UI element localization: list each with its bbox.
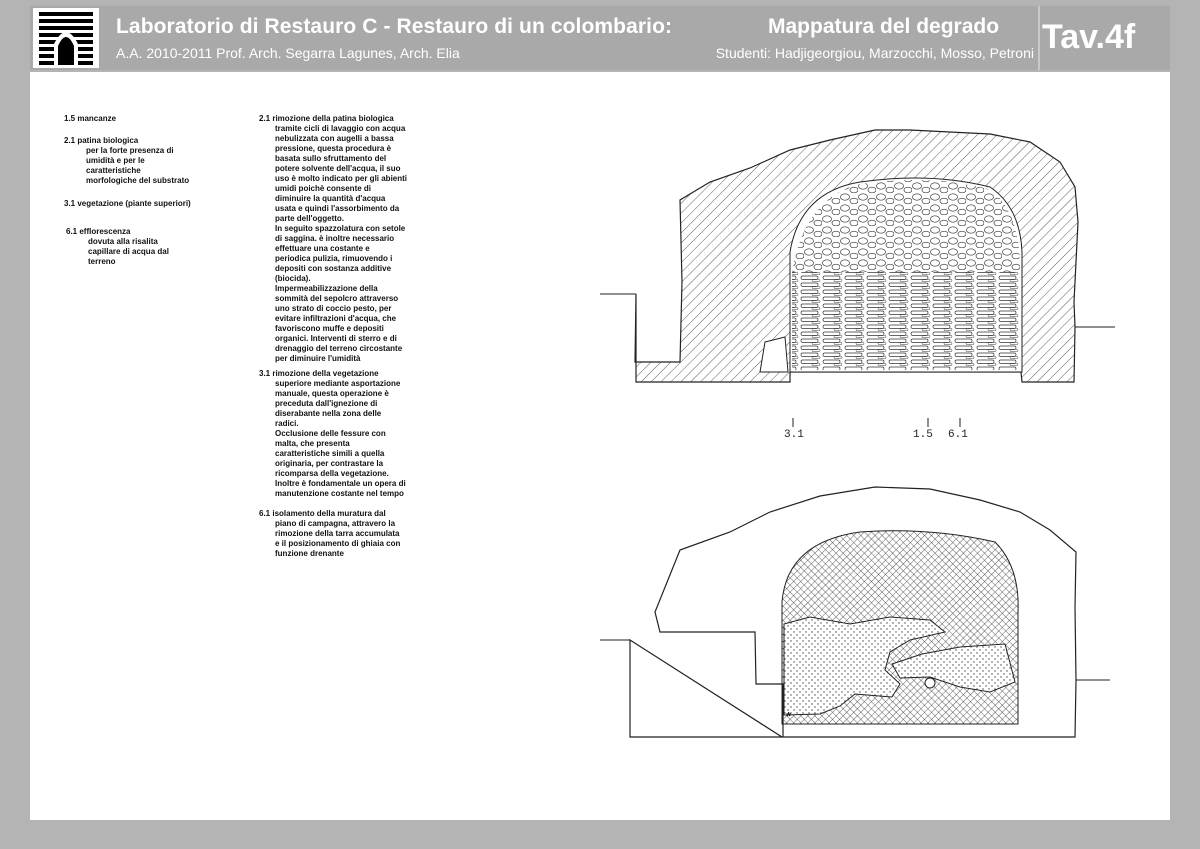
legend-line: caratteristiche bbox=[86, 166, 141, 175]
legend-line: umidità e per le bbox=[86, 156, 145, 165]
elevation-bottom bbox=[600, 487, 1110, 737]
intervento-line: effettuare una costante e bbox=[275, 244, 370, 253]
intervento-line: manuale, questa operazione è bbox=[275, 389, 389, 398]
legend-code: 3.1 vegetazione (piante superiori) bbox=[64, 199, 191, 208]
intervento-line: In seguito spazzolatura con setole bbox=[275, 224, 406, 233]
intervento-line: umidi poichè consente di bbox=[275, 184, 372, 193]
header-bar bbox=[30, 6, 1170, 70]
intervento-code: 6.1 isolamento della muratura dal bbox=[259, 509, 386, 518]
intervento-line: evitare infiltrazioni d'acqua, che bbox=[275, 314, 397, 323]
intervento-line: favoriscono muffe e depositi bbox=[275, 324, 384, 333]
intervento-line: potere solvente dell'acqua, il suo bbox=[275, 164, 401, 173]
drawing-sheet bbox=[30, 72, 1170, 820]
legend-line: dovuta alla risalita bbox=[88, 237, 158, 246]
intervento-line: di saggina. è inoltre necessario bbox=[275, 234, 395, 243]
label-6-1: 6.1 bbox=[948, 429, 968, 441]
label-3-1: 3.1 bbox=[784, 429, 804, 441]
drawing-subject: Mappatura del degrado bbox=[768, 15, 1000, 38]
elevation-top bbox=[600, 130, 1115, 427]
intervento-line: radici. bbox=[275, 419, 299, 428]
asterisk-mark: * bbox=[785, 711, 793, 725]
intervento-line: originaria, per contrastare la bbox=[275, 459, 384, 468]
intervento-code: 3.1 rimozione della vegetazione bbox=[259, 369, 379, 378]
intervento-line: Impermeabilizzazione della bbox=[275, 284, 378, 293]
legend-line: morfologiche del substrato bbox=[86, 176, 190, 185]
intervento-line: depositi con sostanza additive bbox=[275, 264, 392, 273]
legend-code: 1.5 mancanze bbox=[64, 114, 117, 123]
intervento-line: caratteristiche simili a quella bbox=[275, 449, 385, 458]
legend-code: 6.1 efflorescenza bbox=[66, 227, 131, 236]
intervento-line: nebulizzata con augelli a bassa bbox=[275, 134, 394, 143]
intervento-line: basata sullo sfruttamento del bbox=[275, 154, 387, 163]
intervento-line: manutenzione costante nel tempo bbox=[275, 489, 404, 498]
page-title: Laboratorio di Restauro C - Restauro di un colombario: bbox=[116, 15, 673, 38]
intervento-line: usata e quindi l'assorbimento da bbox=[275, 204, 400, 213]
legend-line: capillare di acqua dal bbox=[88, 247, 169, 256]
intervento-line: preceduta dall'ignezione di bbox=[275, 399, 378, 408]
intervento-line: e il posizionamento di ghiaia con bbox=[275, 539, 401, 548]
intervento-line: per diminuire l'umidità bbox=[275, 354, 361, 363]
table-number: Tav.4f bbox=[1042, 18, 1136, 56]
intervento-line: malta, che presenta bbox=[275, 439, 350, 448]
intervento-line: pressione, questa procedura è bbox=[275, 144, 392, 153]
intervento-line: Inoltre è fondamentale un opera di bbox=[275, 479, 406, 488]
course-info: A.A. 2010-2011 Prof. Arch. Segarra Lagunes, Arch. Elia bbox=[116, 45, 460, 61]
intervento-line: sommità del sepolcro attraverso bbox=[275, 294, 399, 303]
legend-line: per la forte presenza di bbox=[86, 146, 174, 155]
intervento-line: funzione drenante bbox=[275, 549, 344, 558]
intervento-line: uno strato di coccio pesto, per bbox=[275, 304, 392, 313]
university-logo bbox=[33, 8, 99, 68]
intervento-code: 2.1 rimozione della patina biologica bbox=[259, 114, 394, 123]
intervento-line: tramite cicli di lavaggio con acqua bbox=[275, 124, 406, 133]
label-1-5: 1.5 bbox=[913, 429, 933, 441]
intervento-line: ricomparsa della vegetazione. bbox=[275, 469, 389, 478]
intervento-line: piano di campagna, attravero la bbox=[275, 519, 396, 528]
intervento-line: Occlusione delle fessure con bbox=[275, 429, 386, 438]
intervento-line: (biocida). bbox=[275, 274, 311, 283]
intervento-line: organici. Interventi di sterro e di bbox=[275, 334, 397, 343]
students-list: Studenti: Hadjigeorgiou, Marzocchi, Mosso, Petroni bbox=[715, 45, 1034, 61]
intervento-line: drenaggio del terreno circostante bbox=[275, 344, 403, 353]
intervento-line: superiore mediante asportazione bbox=[275, 379, 401, 388]
intervento-line: parte dell'oggetto. bbox=[275, 214, 345, 223]
intervento-line: diserabante nella zona delle bbox=[275, 409, 382, 418]
header-divider bbox=[1038, 6, 1040, 70]
legend-code: 2.1 patina biologica bbox=[64, 136, 139, 145]
intervento-line: periodica pulizia, rimuovendo i bbox=[275, 254, 393, 263]
intervento-line: uso è molto indicato per gli abienti bbox=[275, 174, 408, 183]
intervento-line: rimozione della tarra accumulata bbox=[275, 529, 400, 538]
intervento-line: diminuire la quantità d'acqua bbox=[275, 194, 386, 203]
legend-line: terreno bbox=[88, 257, 116, 266]
elevation-drawings bbox=[30, 72, 1170, 820]
